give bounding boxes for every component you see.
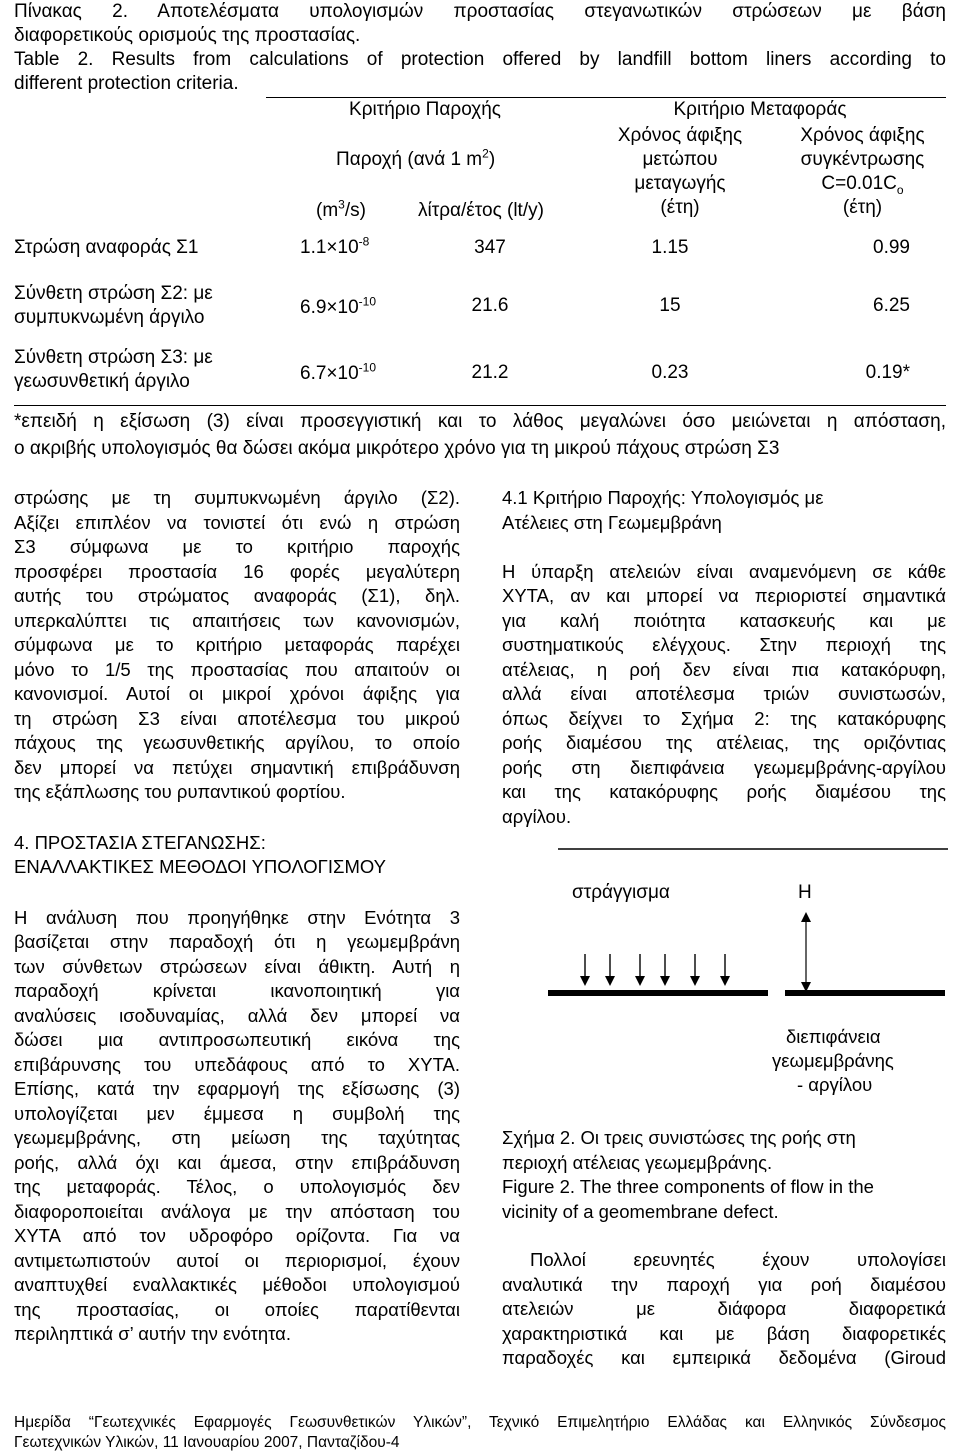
cell-front: 15 bbox=[659, 295, 681, 316]
right-column bbox=[502, 486, 946, 829]
footer-line-2: Γεωτεχνικών Υλικών, 11 Ιανουαρίου 2007, Πανταζίδου-4 bbox=[14, 1434, 400, 1451]
paragraph-line: κανονισμοί. Αυτοί οι μικροί χρόνοι άφιξης για bbox=[14, 683, 460, 704]
paragraph-line: αργίλου. bbox=[502, 805, 572, 827]
right-paragraph-2 bbox=[502, 1248, 946, 1371]
paragraph-line: διαφοροποιείται ανάλογα με την απόσταση του bbox=[14, 1200, 460, 1222]
cell-lt: 21.6 bbox=[471, 295, 509, 316]
interface-label-line-3: - αργίλου bbox=[797, 1074, 873, 1095]
interface-label-line-2: γεωμεμβράνης bbox=[772, 1050, 894, 1071]
paragraph-line: Αξίζει επιπλέον να τονιστεί ότι ενώ η στρώση bbox=[14, 511, 460, 533]
paragraph-line: και της κατακόρυφης ροής διαμέσου της bbox=[502, 781, 946, 802]
paragraph-line: παραδοχές και εμπειρικά δεδομένα (Giroud bbox=[502, 1347, 946, 1368]
paragraph-line: υπερκαλύπτει τις απαιτήσεις των κανονισμών, bbox=[14, 609, 460, 631]
header-transport-criterion: Κριτήριο Μεταφοράς bbox=[673, 99, 847, 120]
paragraph-line: χαρακτηριστικά και με βάση διαφορετικές bbox=[502, 1322, 946, 1344]
footnote-line-1: *επειδή η εξίσωση (3) είναι προσεγγιστική και το λάθος μεγαλώνει όσο μειώνεται η απόσταση, bbox=[14, 411, 946, 432]
section-heading-line-1: 4. ΠΡΟΣΤΑΣΙΑ ΣΤΕΓΑΝΩΣΗΣ: bbox=[14, 831, 266, 853]
cell-lt: 347 bbox=[474, 237, 506, 258]
row-label: Στρώση αναφοράς Σ1 bbox=[14, 237, 199, 258]
paragraph-line: προσφέρει προστασία 16 φορές μεγαλύτερη bbox=[14, 560, 460, 582]
paragraph-line: Η ανάλυση που προηγήθηκε στην Ενότητα 3 bbox=[14, 906, 460, 928]
cell-m3s: $6.9\times 10^{-10}$ bbox=[300, 294, 377, 318]
geomembrane-right bbox=[785, 990, 945, 996]
paragraph-line: αναλυτικά την παροχή για ροή διαμέσου bbox=[502, 1273, 946, 1295]
paragraph-line: ροής στη διεπιφάνεια γεωμεμβράνης-αργίλου bbox=[502, 756, 946, 778]
cell-lt: 21.2 bbox=[471, 362, 509, 383]
row-label-line-1: Σύνθετη στρώση Σ3: με bbox=[14, 347, 213, 368]
paragraph-line: αυτής του στρώματος αναφοράς (Σ1), δηλ. bbox=[14, 585, 460, 606]
row-label-line-1: Σύνθετη στρώση Σ2: με bbox=[14, 283, 213, 304]
head-label: H bbox=[798, 882, 812, 903]
header-front-arrival: Χρόνος άφιξης μετώπου μεταγωγής (έτη) bbox=[617, 125, 743, 218]
paragraph-line: ΧΥΤΑ, αν και μπορεί να περιοριστεί σημαντικά bbox=[502, 585, 946, 606]
paragraph-line: ΧΥΤΑ από τον υδροφόρο ορίζοντα. Για να bbox=[14, 1225, 460, 1246]
footer-line-1: Ημερίδα “Γεωτεχνικές Εφαρμογές Γεωσυνθετικών Υλικών”, Τεχνικό Επιμελητήριο Ελλάδας και Ελληνικός Σύνδεσμος bbox=[14, 1414, 946, 1431]
paragraph-line: επιβάρυνσης του υπεδάφους από το ΧΥΤΑ. bbox=[14, 1053, 460, 1075]
paragraph-line: υπολογίζεται μεν έμμεσα η συμβολή της bbox=[14, 1102, 460, 1124]
row-label-line-2: συμπυκνωμένη άργιλο bbox=[14, 307, 205, 328]
paragraph-line: Η ύπαρξη ατελειών είναι αναμενόμενη σε κάθε bbox=[502, 560, 946, 582]
paragraph-line: σύμφωνα με το κριτήριο μεταφοράς παρέχει bbox=[14, 634, 460, 655]
right-paragraph-1 bbox=[502, 560, 946, 830]
paragraph-line: περιληπτικά σ’ αυτήν την ενότητα. bbox=[14, 1323, 291, 1344]
paragraph-line: Πολλοί ερευνητές έχουν υπολογίσει bbox=[530, 1249, 946, 1270]
header-unit-m3s: $(m^3/s)$ bbox=[316, 197, 366, 221]
paragraph-line: πάχους της γεωσυνθετικής αργίλου, το οποίο bbox=[14, 732, 460, 753]
interface-label-line-1: διεπιφάνεια bbox=[786, 1026, 881, 1047]
paragraph-line: δεν μπορεί να πετύχει σημαντική επιβράδυνση bbox=[14, 756, 460, 778]
paragraph-line: αναλύσεις ισοδυναμίας, αλλά δεν μπορεί να bbox=[14, 1004, 460, 1026]
footnote-line-2: ο ακριβής υπολογισμός θα δώσει ακόμα μικρότερο χρόνο για τη μικρού πάχους στρώση Σ3 bbox=[14, 438, 780, 459]
paragraph-line: ροής, αλλά όχι και άμεσα, στην επιβράδυνση bbox=[14, 1151, 460, 1173]
paragraph-line: Σ3 σύμφωνα με το κριτήριο παροχής bbox=[14, 536, 460, 557]
table-bottom-rule bbox=[14, 405, 946, 406]
section-heading-line-2: ΕΝΑΛΛΑΚΤΙΚΕΣ ΜΕΘΟΔΟΙ ΥΠΟΛΟΓΙΣΜΟΥ bbox=[14, 856, 386, 877]
cell-front: 0.23 bbox=[651, 362, 689, 383]
paragraph-line: των σύνθετων στρώσεων είναι άθικτη. Αυτή η bbox=[14, 955, 460, 977]
left-column bbox=[14, 486, 460, 1347]
subsection-heading-line-1: 4.1 Κριτήριο Παροχής: Υπολογισμός με bbox=[502, 487, 824, 508]
cell-conc: 0.99 bbox=[873, 237, 910, 258]
paragraph-line: Επίσης, κατά την εφαρμογή της εξίσωσης (3) bbox=[14, 1078, 460, 1099]
left-paragraph-2 bbox=[14, 906, 460, 1347]
caption-greek-line-1: Πίνακας 2. Αποτελέσματα υπολογισμών προστασίας στεγανωτικών στρώσεων με βάση bbox=[14, 1, 946, 22]
paragraph-line: δώσει μια αντιπροσωπευτική εικόνα της bbox=[14, 1029, 460, 1050]
caption-english-line-1: Table 2. Results from calculations of protection offered by landfill bottom liners according to bbox=[14, 49, 946, 70]
cell-front: 1.15 bbox=[651, 237, 689, 258]
paragraph-line: ατέλειας, η ροή δεν είναι πια κατακόρυφη, bbox=[502, 658, 946, 680]
leachate-label: στράγγισμα bbox=[572, 882, 670, 903]
figure-caption-english-line-1: Figure 2. The three components of flow in the bbox=[502, 1176, 874, 1197]
paragraph-line: βασίζεται στην παραδοχή ότι η γεωμεμβράνη bbox=[14, 931, 460, 952]
paragraph-line: για καλή ποιότητα κατασκευής και με bbox=[502, 609, 946, 631]
paragraph-line: της μεταφοράς. Τέλος, ο υπολογισμός δεν bbox=[14, 1176, 460, 1197]
right-paragraph-2-container bbox=[502, 1248, 946, 1371]
subsection-heading-line-2: Ατέλειες στη Γεωμεμβράνη bbox=[502, 511, 722, 533]
figure-caption-english-line-2: vicinity of a geomembrane defect. bbox=[502, 1200, 779, 1222]
header-supply-criterion: Κριτήριο Παροχής bbox=[349, 99, 501, 120]
paragraph-line: μόνο το 1/5 της προστασίας που απαιτούν οι bbox=[14, 658, 460, 680]
paragraph-line: ροής διαμέσου της ατέλειας, της οριζόντιας bbox=[502, 732, 946, 753]
paragraph-line: της εξάπλωσης του ρυπαντικού φορτίου. bbox=[14, 781, 346, 802]
head-arrow-top bbox=[801, 912, 811, 922]
cell-conc: 0.19* bbox=[865, 362, 910, 383]
geomembrane-left bbox=[548, 990, 768, 996]
paragraph-line: όπως δείχνει το Σχήμα 2: της κατακόρυφης bbox=[502, 707, 946, 729]
paragraph-line: αλλά είναι αποτέλεσμα τριών συνιστωσών, bbox=[502, 683, 946, 704]
vertical-flow-arrows bbox=[580, 954, 730, 986]
caption-english-line-2: different protection criteria. bbox=[14, 73, 239, 94]
header-supply-per-m2: Παροχή (ανά 1 $m^2$) bbox=[336, 146, 496, 170]
header-unit-lt-per-year: λίτρα/έτος (lt/y) bbox=[418, 200, 544, 221]
paragraph-line: συστηματικούς ελέγχους. Στην περιοχή της bbox=[502, 634, 946, 655]
figure-caption-greek-line-1: Σχήμα 2. Οι τρεις συνιστώσες της ροής στη bbox=[502, 1127, 856, 1148]
row-label-line-2: γεωσυνθετική άργιλο bbox=[14, 371, 190, 392]
paragraph-line: της προστασίας, οι οποίες παρατίθενται bbox=[14, 1298, 460, 1320]
header-concentration-arrival: Χρόνος άφιξης συγκέντρωσης $C=0.01C_o$ (έτη) bbox=[800, 125, 925, 218]
page-footer bbox=[14, 1413, 946, 1433]
cell-conc: 6.25 bbox=[873, 295, 910, 316]
paragraph-line: παραδοχή κρίνεται ικανοποιητική για bbox=[14, 980, 460, 1001]
caption-greek-line-2: διαφορετικούς ορισμούς της προστασίας. bbox=[14, 25, 361, 46]
flow-figure bbox=[500, 840, 950, 1130]
figure-caption-greek-line-2: περιοχή ατέλειας γεωμεμβράνης. bbox=[502, 1151, 773, 1173]
cell-m3s: $6.7\times 10^{-10}$ bbox=[300, 360, 377, 384]
paragraph-line: αντιμετωπιστούν αυτοί οι περιορισμοί, έχουν bbox=[14, 1249, 460, 1271]
paragraph-line: ατελειών με διάφορα διαφορετικά bbox=[502, 1298, 946, 1319]
figure-caption bbox=[502, 1126, 946, 1224]
paragraph-line: γεωμεμβράνης, στη μείωση της ταχύτητας bbox=[14, 1127, 460, 1148]
left-paragraph-1 bbox=[14, 486, 460, 805]
paragraph-line: τη στρώση Σ3 είναι αποτέλεσμα του μικρού bbox=[14, 707, 460, 729]
paragraph-line: στρώσης με τη συμπυκνωμένη άργιλο (Σ2). bbox=[14, 487, 460, 508]
cell-m3s: $1.1\times 10^{-8}$ bbox=[300, 234, 370, 258]
paragraph-line: αναπτυχθεί εναλλακτικές μέθοδοι υπολογισμού bbox=[14, 1274, 460, 1295]
